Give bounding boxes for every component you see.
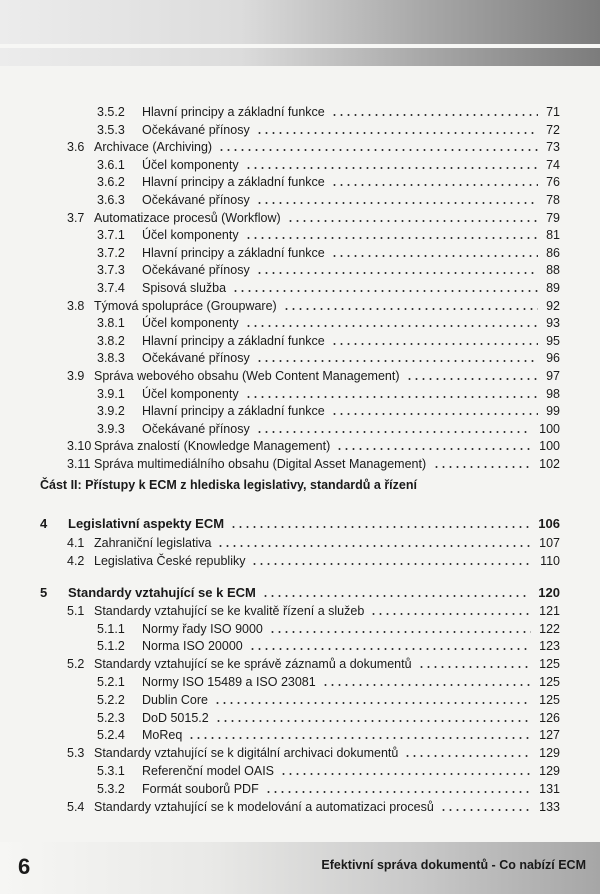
toc-entry-page: 97 — [546, 369, 560, 383]
toc-entry-title: Hlavní principy a základní funkce — [142, 333, 325, 348]
toc-entry-title: Očekávané přínosy — [142, 421, 250, 436]
toc-entry-number: 3.8.3 — [97, 351, 125, 366]
toc-entry-page: 72 — [546, 122, 560, 137]
toc-entry-title: Archivace (Archiving) — [94, 140, 213, 155]
toc-entry — [0, 349, 560, 367]
toc-entry-title: Standardy vztahující se ke kvalitě řízení a služeb — [94, 603, 365, 618]
toc-leader-dots — [269, 631, 531, 633]
toc-entry-number: 4 — [40, 516, 48, 531]
toc-entry-number: 3.5.3 — [97, 122, 125, 137]
toc-entry-number: 3.9.2 — [97, 404, 125, 419]
toc-entry — [0, 726, 560, 744]
toc-entry-number: 3.7.1 — [97, 228, 125, 243]
toc-entry-title: Zahraniční legislativa — [94, 535, 212, 550]
toc-leader-dots — [265, 791, 531, 793]
toc-entry-number: 5.2 — [67, 657, 85, 672]
toc-entry — [0, 279, 560, 297]
toc-entry — [0, 297, 560, 315]
toc-entry — [0, 637, 560, 655]
toc-entry-title: Účel komponenty — [142, 228, 239, 243]
toc-entry-number: 5.3.1 — [97, 764, 125, 778]
toc-leader-dots — [245, 325, 539, 327]
toc-entry-title: Očekávané přínosy — [142, 351, 250, 366]
toc-leader-dots — [280, 773, 531, 775]
toc-entry-page: 100 — [539, 439, 560, 454]
toc-entry-number: 5.2.4 — [97, 728, 125, 743]
toc-entry — [0, 620, 560, 638]
toc-entry-title: Legislativní aspekty ECM — [68, 516, 225, 531]
toc-entry-title: Normy řady ISO 9000 — [142, 621, 263, 636]
toc-leader-dots — [245, 396, 539, 398]
toc-entry-page: 88 — [546, 263, 560, 278]
toc-entry-number: 3.5.2 — [97, 105, 125, 119]
toc-leader-dots — [249, 648, 531, 650]
toc-leader-dots — [256, 360, 538, 362]
toc-entry-page: 125 — [539, 675, 560, 689]
toc-entry — [0, 138, 560, 156]
toc-entry-number: 3.11 — [67, 457, 91, 471]
toc-entry-page: 127 — [539, 728, 560, 743]
toc-entry-title: Účel komponenty — [142, 386, 239, 401]
toc-entry — [0, 191, 560, 209]
toc-leader-dots — [256, 202, 538, 204]
toc-leader-dots — [331, 255, 538, 257]
toc-entry-number: 5 — [40, 585, 48, 600]
toc-entry-title: Správa znalostí (Knowledge Management) — [94, 439, 331, 454]
toc-entry — [0, 584, 560, 602]
toc-entry-number: 5.1.2 — [97, 639, 125, 654]
toc-entry-page: 86 — [546, 245, 560, 260]
toc-leader-dots — [218, 149, 538, 151]
toc-entry — [0, 226, 560, 244]
toc-entry-page: 74 — [546, 157, 560, 172]
toc-leader-dots — [217, 545, 531, 547]
toc-entry-page: 131 — [539, 781, 560, 796]
toc-entry-number: 5.3 — [67, 746, 85, 761]
toc-entry-title: Standardy vztahující se k ECM — [68, 585, 256, 600]
toc-entry — [0, 655, 560, 673]
toc-entry-page: 81 — [546, 228, 560, 243]
toc-entry — [0, 534, 560, 552]
toc-entry — [0, 402, 560, 420]
toc-leader-dots — [331, 413, 538, 415]
toc-leader-dots — [331, 343, 538, 345]
toc-entry — [0, 798, 560, 816]
toc-leader-dots — [262, 595, 530, 597]
toc-entry-page: 71 — [546, 105, 560, 119]
toc-entry — [0, 244, 560, 262]
toc-entry-page: 93 — [546, 316, 560, 331]
toc-entry-number: 3.8.1 — [97, 316, 125, 331]
toc-entry — [0, 709, 560, 727]
toc-entry-page: 100 — [539, 421, 560, 436]
toc-entry — [0, 385, 560, 403]
toc-entry-number: 3.6.3 — [97, 193, 125, 207]
toc-leader-dots — [251, 563, 532, 565]
toc-entry-page: 99 — [546, 404, 560, 419]
toc-entry-page: 98 — [546, 386, 560, 401]
toc-entry-number: 3.6.2 — [97, 175, 125, 190]
toc-entry — [0, 367, 560, 385]
toc-leader-dots — [440, 809, 531, 811]
toc-entry — [0, 602, 560, 620]
toc-entry-title: Normy ISO 15489 a ISO 23081 — [142, 675, 316, 689]
toc-leader-dots — [418, 666, 532, 668]
toc-entry-number: 3.9.1 — [97, 386, 125, 401]
toc-entry-number: 3.7.4 — [97, 281, 125, 295]
toc-entry-page: 89 — [546, 281, 560, 295]
toc-entry-number: 5.1.1 — [97, 621, 125, 636]
toc-entry-title: Účel komponenty — [142, 316, 239, 331]
header-stripe — [0, 44, 600, 48]
toc-entry-page: 106 — [538, 516, 560, 531]
toc-entry-number: 3.9 — [67, 369, 85, 383]
toc-entry-title: Očekávané přínosy — [142, 193, 250, 207]
toc-entry-title: Standardy vztahující se ke správě záznamů a dokumentů — [94, 657, 412, 672]
toc-entry-title: Očekávané přínosy — [142, 263, 250, 278]
toc-entry — [0, 420, 560, 438]
toc-entry-number: 3.9.3 — [97, 421, 125, 436]
toc-entry-number: 3.10 — [67, 439, 92, 454]
toc-leader-dots — [215, 720, 531, 722]
toc-entry — [0, 156, 560, 174]
toc-entry-page: 92 — [546, 298, 560, 313]
toc-entry-number: 5.2.3 — [97, 710, 125, 725]
toc-entry-number: 3.6 — [67, 140, 85, 155]
toc-leader-dots — [287, 220, 538, 222]
toc-entry — [0, 691, 560, 709]
toc-leader-dots — [256, 132, 538, 134]
toc-entry-page: 120 — [538, 585, 560, 600]
toc-leader-dots — [232, 290, 538, 292]
toc-entry-number: 5.2.2 — [97, 692, 125, 707]
toc-entry-number: 3.6.1 — [97, 157, 125, 172]
toc-entry-page: 107 — [539, 535, 560, 550]
toc-leader-dots — [331, 114, 538, 116]
toc-entry — [0, 552, 560, 570]
toc-entry-title: Norma ISO 20000 — [142, 639, 243, 654]
toc-entry-page: 125 — [539, 657, 560, 672]
toc-entry-page: 126 — [539, 710, 560, 725]
toc-entry — [0, 314, 560, 332]
toc-entry-page: 123 — [539, 639, 560, 654]
toc-leader-dots — [188, 737, 531, 739]
toc-entry — [0, 744, 560, 762]
toc-entry-number: 3.7.3 — [97, 263, 125, 278]
toc-entry — [0, 332, 560, 350]
toc-entry-title: Týmová spolupráce (Groupware) — [94, 298, 277, 313]
toc-entry-title: Automatizace procesů (Workflow) — [94, 210, 281, 225]
toc-entry-title: Spisová služba — [142, 281, 227, 295]
toc-entry-page: 129 — [539, 746, 560, 761]
toc-entry-title: Standardy vztahující se k digitální archivaci dokumentů — [94, 746, 399, 761]
toc-entry — [0, 673, 560, 691]
toc-entry-page: 79 — [546, 210, 560, 225]
toc-entry-page: 129 — [539, 764, 560, 778]
toc-entry-title: Legislativa České republiky — [94, 554, 246, 568]
toc-entry-page: 78 — [546, 193, 560, 207]
toc-entry — [0, 780, 560, 798]
toc-leader-dots — [370, 613, 531, 615]
toc-entry-page: 121 — [539, 603, 560, 618]
toc-entry-page: 122 — [539, 621, 560, 636]
toc-entry-number: 5.3.2 — [97, 781, 125, 796]
toc-entry-title: Hlavní principy a základní funkce — [142, 245, 325, 260]
toc-entry-title: DoD 5015.2 — [142, 710, 209, 725]
footer-title: Efektivní správa dokumentů - Co nabízí ECM — [321, 858, 586, 872]
toc-entry — [0, 515, 560, 533]
toc-entry-page: 96 — [546, 351, 560, 366]
page-number: 6 — [18, 854, 31, 879]
toc-entry — [0, 121, 560, 139]
toc-entry-number: 5.1 — [67, 603, 85, 618]
toc-entry-number: 4.1 — [67, 535, 85, 550]
toc-entry-number: 3.8 — [67, 298, 85, 313]
part-heading: Část II: Přístupy k ECM z hlediska legislativy, standardů a řízení — [40, 478, 417, 492]
toc-entry — [0, 437, 560, 455]
toc-leader-dots — [256, 431, 531, 433]
toc-entry-title: Správa multimediálního obsahu (Digital Asset Management) — [94, 457, 427, 471]
toc-leader-dots — [245, 167, 539, 169]
toc-entry — [0, 455, 560, 473]
toc-entry-number: 5.2.1 — [97, 675, 125, 689]
toc-entry — [0, 261, 560, 279]
toc-leader-dots — [433, 466, 531, 468]
toc-leader-dots — [245, 237, 539, 239]
toc-leader-dots — [256, 272, 538, 274]
toc-entry-number: 3.7.2 — [97, 245, 125, 260]
toc-entry — [0, 103, 560, 121]
toc-entry-page: 76 — [546, 175, 560, 190]
toc-entry-page: 73 — [546, 140, 560, 155]
toc-leader-dots — [322, 684, 531, 686]
toc-entry-number: 5.4 — [67, 799, 85, 814]
toc-entry-page: 110 — [540, 554, 560, 568]
toc-leader-dots — [214, 702, 531, 704]
toc-leader-dots — [283, 308, 538, 310]
toc-entry-title: Hlavní principy a základní funkce — [142, 175, 325, 190]
toc-entry — [0, 209, 560, 227]
toc-entry-title: Hlavní principy a základní funkce — [142, 105, 325, 119]
toc-leader-dots — [336, 448, 531, 450]
toc-entry-page: 125 — [539, 692, 560, 707]
toc-entry-title: Standardy vztahující se k modelování a automatizaci procesů — [94, 799, 434, 814]
toc-entry-title: MoReq — [142, 728, 183, 743]
toc-leader-dots — [404, 755, 531, 757]
toc-entry-page: 95 — [546, 333, 560, 348]
toc-entry-title: Formát souborů PDF — [142, 781, 259, 796]
toc-entry — [0, 173, 560, 191]
toc-leader-dots — [331, 184, 538, 186]
toc-entry-number: 4.2 — [67, 554, 85, 568]
toc-entry-title: Referenční model OAIS — [142, 764, 275, 778]
header-band — [0, 0, 600, 66]
toc-entry-title: Očekávané přínosy — [142, 122, 250, 137]
toc-entry-number: 3.7 — [67, 210, 85, 225]
toc-entry — [0, 762, 560, 780]
toc-entry-title: Hlavní principy a základní funkce — [142, 404, 325, 419]
toc-entry-page: 133 — [539, 799, 560, 814]
toc-leader-dots — [230, 526, 530, 528]
toc-leader-dots — [406, 378, 539, 380]
toc-entry-title: Dublin Core — [142, 692, 209, 707]
toc-entry-number: 3.8.2 — [97, 333, 125, 348]
toc-entry-title: Účel komponenty — [142, 157, 239, 172]
toc-entry-page: 102 — [539, 457, 560, 471]
toc-entry-title: Správa webového obsahu (Web Content Management) — [94, 369, 400, 383]
